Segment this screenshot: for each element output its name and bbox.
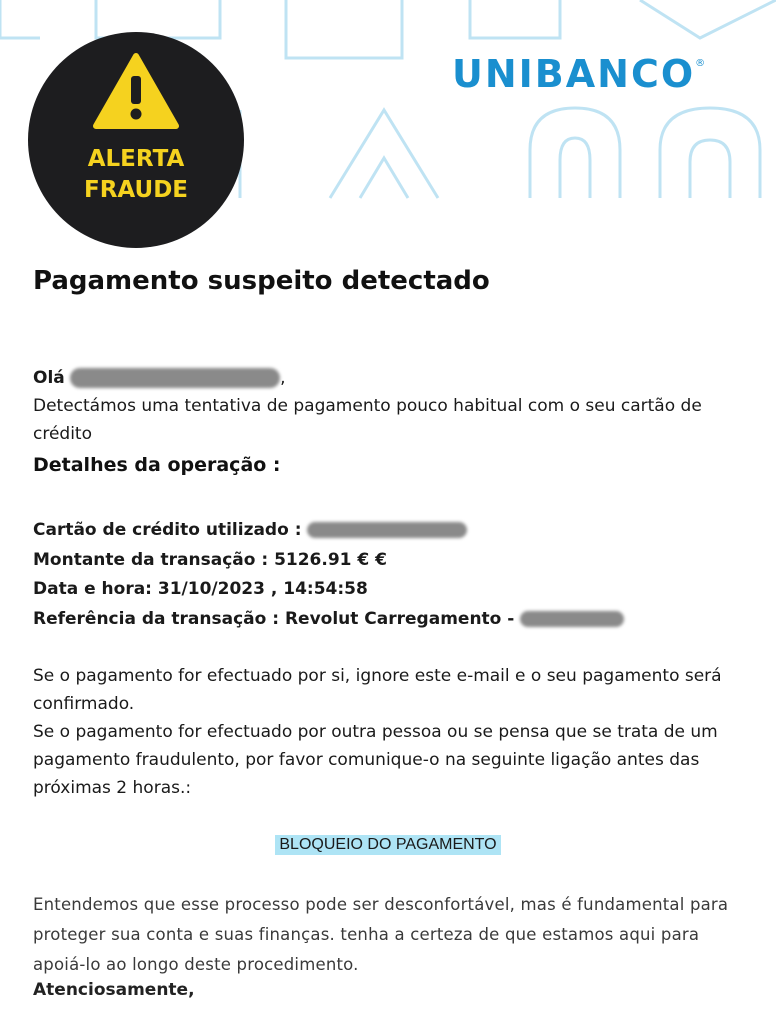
- logo-registered-mark: ®: [695, 58, 708, 69]
- fraud-alert-badge: [28, 32, 244, 248]
- redacted-name: [70, 368, 280, 388]
- greeting-comma: ,: [280, 368, 286, 388]
- logo-text: UNIBANCO: [452, 52, 696, 96]
- cta-container: [0, 834, 776, 855]
- redacted-reference: [520, 611, 624, 627]
- badge-line-alerta: ALERTA: [87, 146, 185, 172]
- details-heading: Detalhes da operação :: [33, 454, 281, 476]
- unibanco-logo: [452, 52, 707, 96]
- warning-triangle-icon: [92, 52, 180, 132]
- signoff: Atenciosamente,: [33, 980, 195, 1000]
- instructions-line-2: Se o pagamento for efectuado por outra pessoa ou se pensa que se trata de um pagamento fraudulento, por favor comunique-o na seguinte ligação antes das próximas 2 horas.:: [33, 722, 718, 798]
- transaction-details: [33, 516, 745, 634]
- detail-card-label: Cartão de crédito utilizado :: [33, 520, 302, 540]
- greeting-salutation: Olá: [33, 368, 65, 388]
- detail-reference-row: [33, 605, 745, 635]
- block-payment-link[interactable]: BLOQUEIO DO PAGAMENTO: [275, 835, 500, 855]
- redacted-card-number: [307, 522, 467, 538]
- closing-paragraph: Entendemos que esse processo pode ser desconfortável, mas é fundamental para proteger sua conta e suas finanças. tenha a certeza de que estamos aqui para apoiá-lo ao longo deste procedimento.: [33, 895, 729, 974]
- greeting-message: Detectámos uma tentativa de pagamento pouco habitual com o seu cartão de crédito: [33, 396, 702, 444]
- greeting-block: [33, 364, 745, 448]
- page-title: Pagamento suspeito detectado: [33, 266, 490, 296]
- instructions-block: [33, 662, 745, 802]
- detail-reference-label: Referência da transação : Revolut Carregamento -: [33, 608, 515, 629]
- detail-datetime: Data e hora: 31/10/2023 , 14:54:58: [33, 579, 368, 599]
- detail-amount: Montante da transação : 5126.91 € €: [33, 549, 387, 570]
- detail-card-row: [33, 516, 745, 546]
- instructions-line-1: Se o pagamento for efectuado por si, ignore este e-mail e o seu pagamento será confirmado.: [33, 666, 722, 714]
- badge-line-fraude: FRAUDE: [84, 177, 188, 203]
